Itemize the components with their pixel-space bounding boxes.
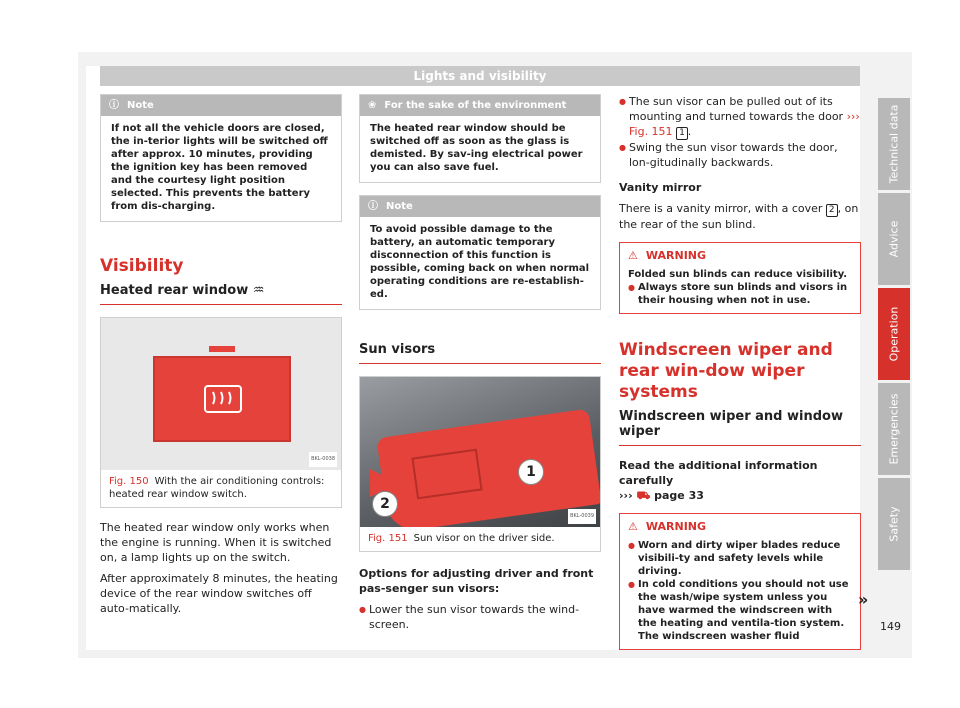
book-icon: ⛟ xyxy=(636,489,651,502)
read-more-link[interactable]: ››› ⛟ page 33 xyxy=(619,489,704,502)
figure-code: BKL-0038 xyxy=(309,452,337,467)
heated-rear-window-switch-image xyxy=(101,318,341,470)
options-heading: Options for adjusting driver and front pas-senger sun visors: xyxy=(359,567,594,595)
column-2 xyxy=(359,94,601,632)
list-item: ● Lower the sun visor towards the wind-screen. xyxy=(359,602,601,632)
warning-text: Folded sun blinds can reduce visibility. xyxy=(628,269,848,280)
tab-emergencies[interactable]: Emergencies xyxy=(878,383,910,475)
subsection-title: Windscreen wiper and window wiper xyxy=(619,409,861,446)
info-icon: ⓘ xyxy=(368,201,378,212)
subsection-title: Heated rear window ♒ xyxy=(100,283,342,305)
column-1 xyxy=(100,94,342,622)
tab-operation[interactable]: Operation xyxy=(878,288,910,380)
note-text: If not all the vehicle doors are closed, the in-terior lights will be switched off after approx. 10 minutes, providing the ignition key has been removed and the courtesy light position selected. This prevents the battery from dis-charging. xyxy=(111,123,328,212)
note-box xyxy=(359,195,601,310)
tab-technical-data[interactable]: Technical data xyxy=(878,98,910,190)
figure-caption: Fig. 150 With the air conditioning controls: heated rear window switch. xyxy=(109,476,325,500)
callout-ref-2: 2 xyxy=(826,204,838,217)
warning-bullet: ● Always store sun blinds and visors in their housing when not in use. xyxy=(628,281,852,307)
rear-defrost-icon xyxy=(203,384,243,414)
read-more: Read the additional information carefully ››› ⛟ page 33 xyxy=(619,459,818,502)
continue-arrow: » xyxy=(858,590,869,609)
section-title: Windscreen wiper and rear win-dow wiper systems xyxy=(619,340,833,402)
warning-icon: ⚠ xyxy=(628,249,638,262)
page-number: 149 xyxy=(880,620,901,633)
figure-code: BKL-0039 xyxy=(568,509,596,524)
sun-visor-image xyxy=(360,377,600,527)
callout-ref-1: 1 xyxy=(676,127,688,140)
warning-bullet: ● In cold conditions you should not use the wash/wipe system unless you have warmed the windscreen with the heating and ventila-tion system. The windscreen washer fluid xyxy=(628,578,852,643)
warning-bullet: ● Worn and dirty wiper blades reduce visibili-ty and safety levels while driving. xyxy=(628,539,852,578)
rear-defrost-icon: ♒ xyxy=(252,283,265,298)
indicator-lamp xyxy=(209,346,235,352)
callout-1: 1 xyxy=(518,459,544,485)
warning-box xyxy=(619,242,861,314)
warning-label: WARNING xyxy=(645,249,707,262)
warning-icon: ⚠ xyxy=(628,520,638,533)
switch-button-image xyxy=(153,356,291,442)
page-header: Lights and visibility xyxy=(100,66,860,86)
info-icon: ⓘ xyxy=(109,100,119,111)
environment-box xyxy=(359,94,601,183)
subsection-title: Sun visors xyxy=(359,342,601,364)
environment-icon: ❀ xyxy=(368,100,377,111)
figure-link[interactable]: ››› Fig. 151 xyxy=(629,110,860,138)
note-label: Note xyxy=(127,100,154,111)
note-text: To avoid possible damage to the battery, an automatic temporary disconnection of this function is possible, coming back on when normal operating conditions are re-establish-ed. xyxy=(370,224,590,300)
column-3 xyxy=(619,94,861,662)
paragraph: After approximately 8 minutes, the heating device of the rear window switches off auto-matically. xyxy=(100,572,338,615)
callout-2: 2 xyxy=(372,491,398,517)
paragraph: There is a vanity mirror, with a cover 2 , on the rear of the sun blind. xyxy=(619,202,859,231)
figure-caption: Fig. 151 Sun visor on the driver side. xyxy=(368,533,555,544)
list-item: ● The sun visor can be pulled out of its mounting and turned towards the door ››› Fig. 151 1 . xyxy=(619,94,861,140)
tab-safety[interactable]: Safety xyxy=(878,478,910,570)
figure-150 xyxy=(100,317,342,508)
warning-box xyxy=(619,513,861,650)
paragraph: The heated rear window only works when the engine is running. When it is switched on, a lamp lights up on the switch. xyxy=(100,521,332,564)
side-tabs xyxy=(878,98,910,573)
note-label: Note xyxy=(386,201,413,212)
list-item: ● Swing the sun visor towards the door, lon-gitudinally backwards. xyxy=(619,140,861,170)
figure-151 xyxy=(359,376,601,552)
environment-text: The heated rear window should be switched off as soon as the glass is demisted. By sav-ing electrical power you can also save fuel. xyxy=(370,123,583,173)
section-title: Visibility xyxy=(100,256,184,276)
vanity-heading: Vanity mirror xyxy=(619,181,702,194)
environment-label: For the sake of the environment xyxy=(384,100,567,111)
tab-advice[interactable]: Advice xyxy=(878,193,910,285)
note-box xyxy=(100,94,342,222)
warning-label: WARNING xyxy=(645,520,707,533)
